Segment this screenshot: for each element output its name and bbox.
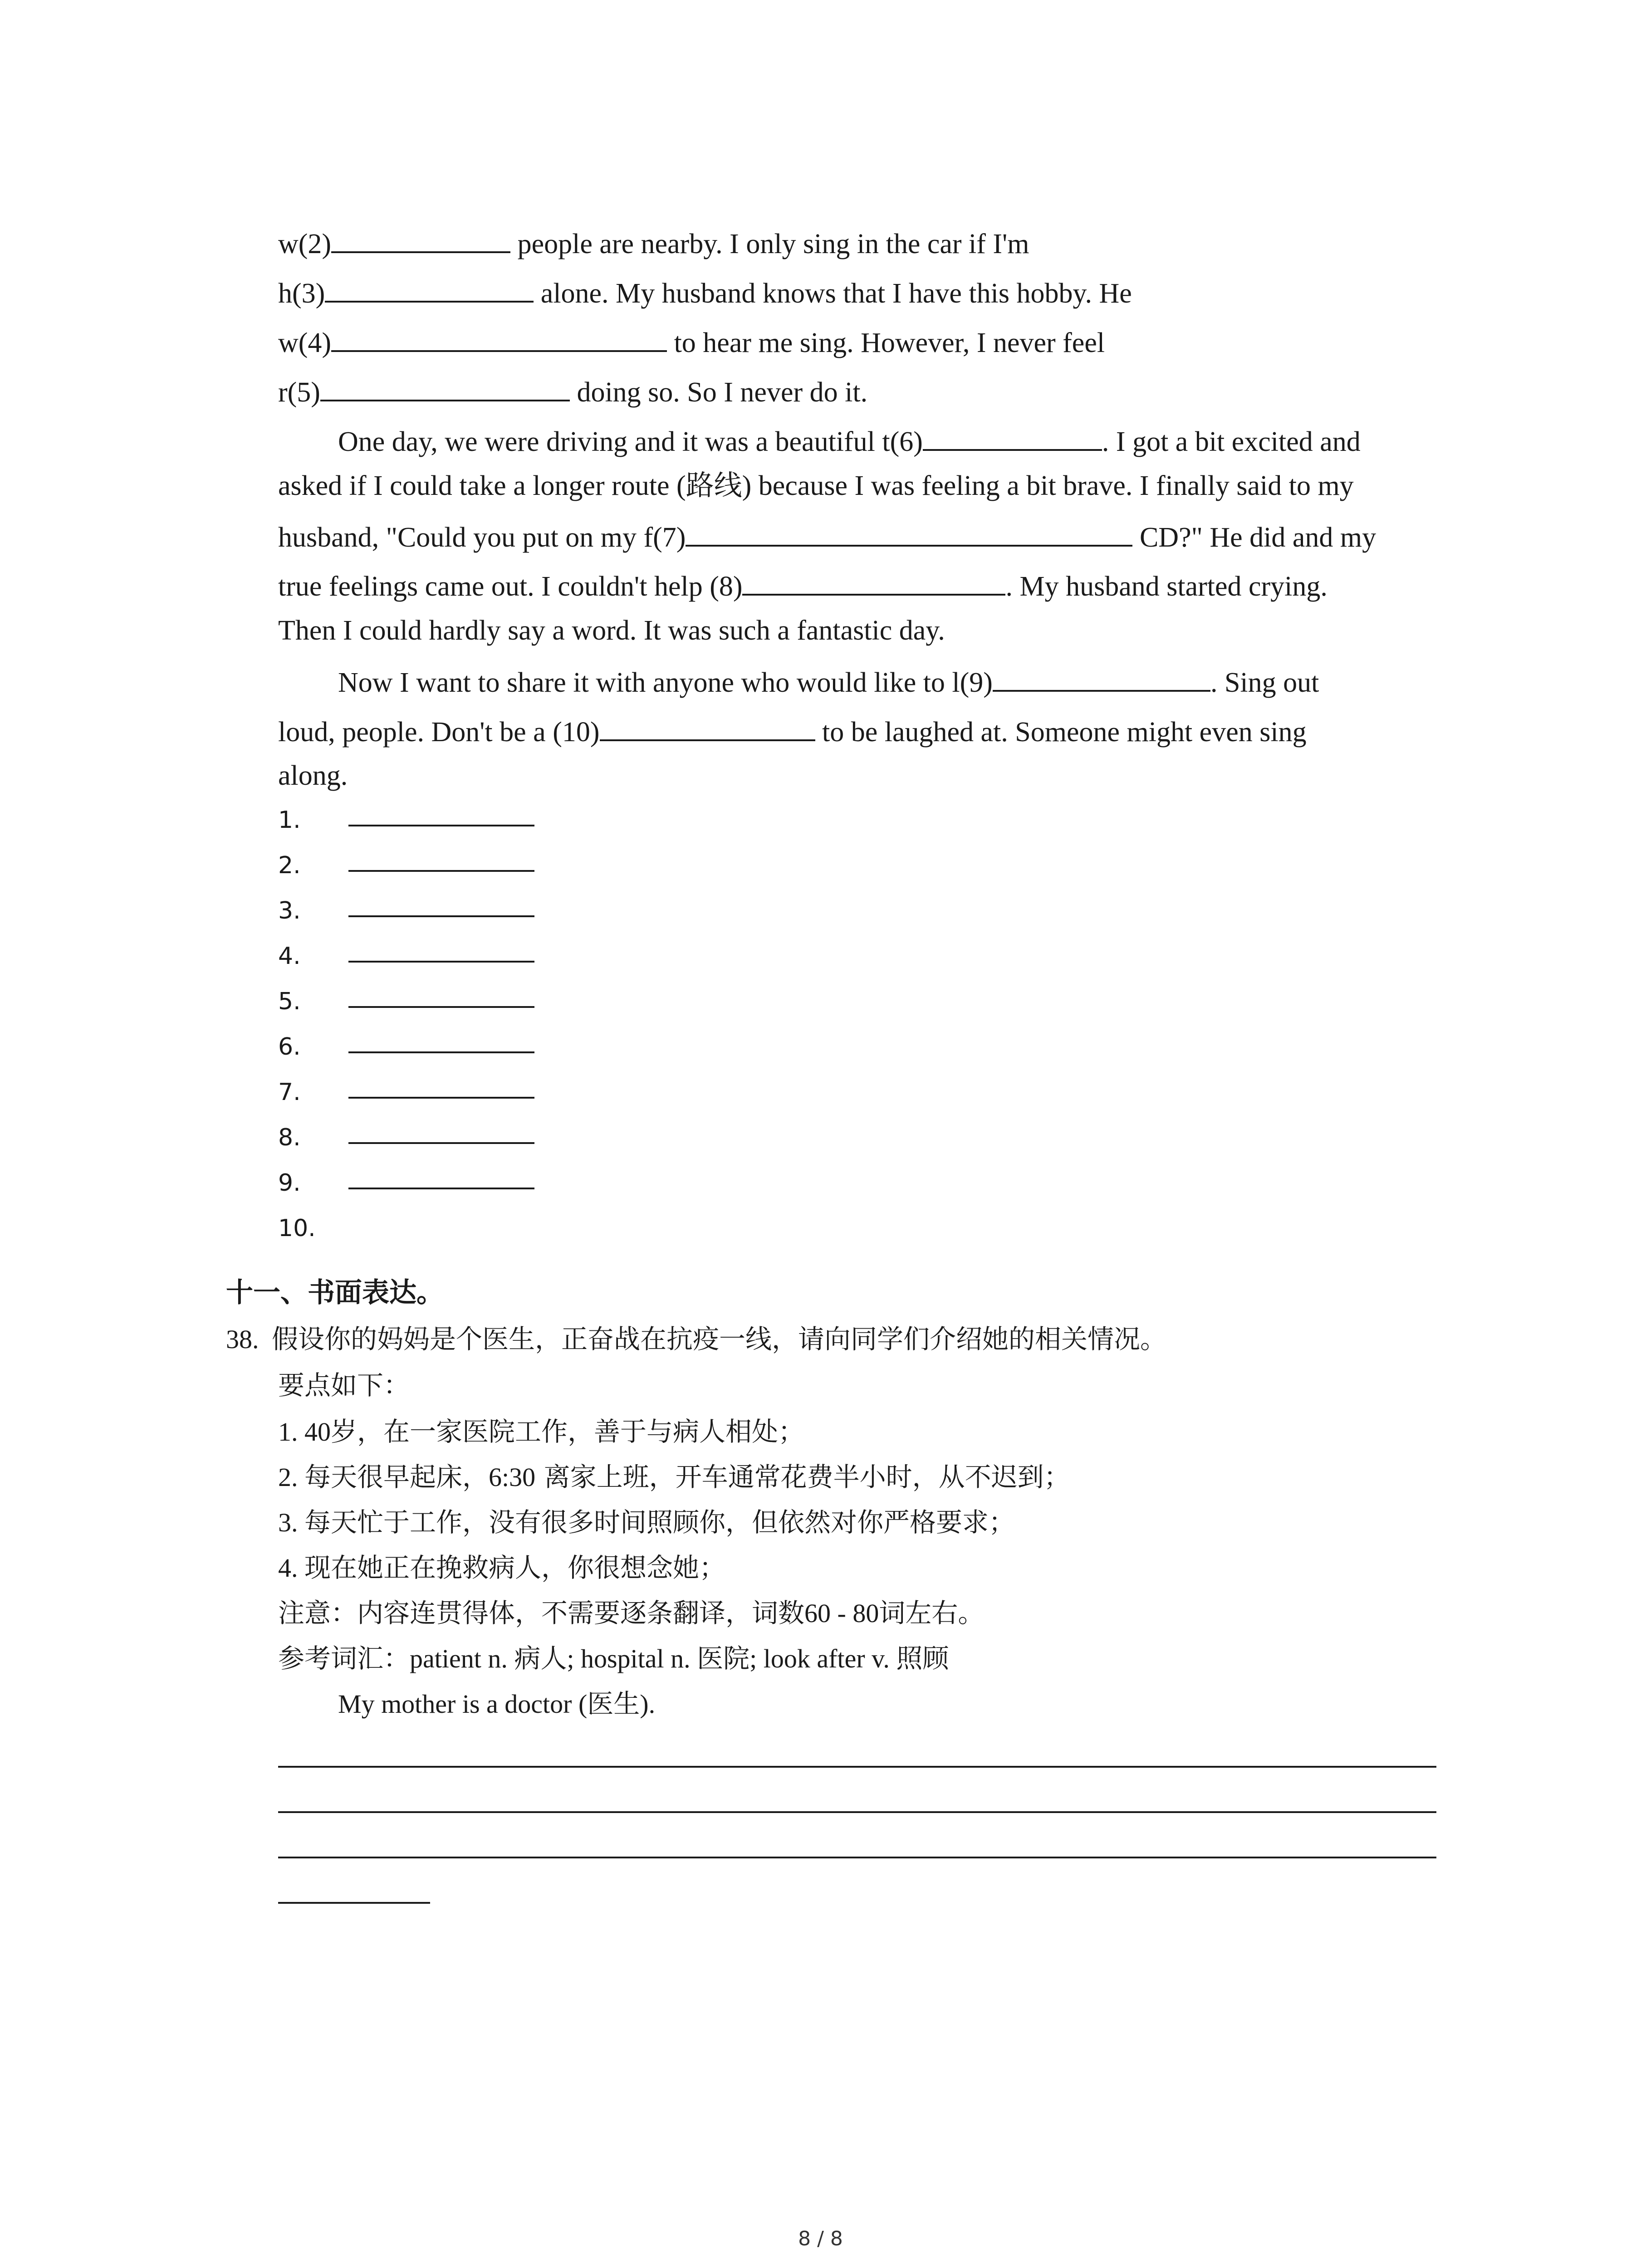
blank-2[interactable] (331, 223, 510, 253)
answer-line-1[interactable] (348, 825, 534, 826)
points-title: 要点如下： (278, 1370, 410, 1401)
blank-8[interactable] (742, 566, 1005, 596)
question-38: 38. 假设你的妈妈是个医生，正奋战在抗疫一线，请向同学们介绍她的相关情况。 (226, 1324, 1167, 1354)
passage-line-5: One day, we were driving and it was a beautiful t(6) . I got a bit excited and (338, 421, 1361, 460)
note-line: 注意：内容连贯得体，不需要逐条翻译，词数60 - 80词左右。 (278, 1598, 985, 1628)
answer-line-8[interactable] (348, 1142, 534, 1144)
vocab-line: 参考词汇：patient n. 病人; hospital n. 医院; look after v. 照顾 (278, 1643, 949, 1674)
page-number: 8 / 8 (798, 2227, 843, 2250)
answer-line-6[interactable] (348, 1051, 534, 1053)
answer-line-2[interactable] (348, 870, 534, 872)
answer-line-5[interactable] (348, 1006, 534, 1008)
passage-line-11: loud, people. Don't be a (10) to be laughed at. Someone might even sing (278, 711, 1307, 750)
blank-10[interactable] (600, 711, 815, 741)
writing-line-3[interactable] (278, 1857, 1436, 1858)
answer-line-4[interactable] (348, 961, 534, 963)
passage-line-3: w(4) to hear me sing. However, I never feel (278, 322, 1105, 361)
answer-line-9[interactable] (348, 1188, 534, 1189)
blank-5[interactable] (320, 371, 570, 401)
passage-line-2: h(3) alone. My husband knows that I have this hobby. He (278, 273, 1132, 312)
document-page: w(2) people are nearby. I only sing in the car if I'm h(3) alone. My husband knows that I have this hobby. He w(4) to hear me sing. However, I never feel r(5) doing so. So I never do it. One day, we were driving and it was a beautiful t(6) . I got a bit excited and asked if I could take a longer route (路线) because I was feeling a bit brave. I finally said to my husband, "Could you put on my f(7) CD?" He did and my true feelings came out. I couldn't help (8) . My husband started crying. Then I could hardly say a word. It was such a fantastic day. Now I want to share it with anyone who would like to l(9) . Sing out loud, people. Don't be a (10) to be laughed at. Someone might even sing along. 1. 2. 3. 4. 5. 6. 7. 8. 9. 10. 十一、书面表达。 38. 假设你的妈妈是个医生，正奋战在抗疫一线，请向同学们介绍她的相关情况。 要点如下： 1. 40岁，在一家医院工作，善于与病人相处； 2. 每天很早起床，6:30 离家上班，开车通常花费半小时，从不迟到； 3. 每天忙于工作，没有很多时间照顾你，但依然对你严格要求； 4. 现在她正在挽救病人，你很想念她； 注意：内容连贯得体，不需要逐条翻译，词数60 - 80词左右。 参考词汇：patient n. 病人; hospital n. 医院; look after v. 照顾 My mother is a doctor (医生). 8 / 8 (0, 0, 1641, 2268)
point-4: 4. 现在她正在挽救病人，你很想念她； (278, 1552, 726, 1583)
blank-9[interactable] (993, 662, 1210, 692)
answer-line-3[interactable] (348, 915, 534, 917)
blank-6[interactable] (923, 421, 1102, 451)
blank-4[interactable] (331, 322, 667, 352)
passage-line-10: Now I want to share it with anyone who would like to l(9) . Sing out (338, 662, 1319, 701)
writing-line-4[interactable] (278, 1902, 430, 1904)
point-3: 3. 每天忙于工作，没有很多时间照顾你，但依然对你严格要求； (278, 1507, 1015, 1538)
passage-line-4: r(5) doing so. So I never do it. (278, 371, 867, 411)
answer-line-7[interactable] (348, 1097, 534, 1099)
question-number: 38. (226, 1325, 259, 1354)
starter-sentence: My mother is a doctor (医生). (338, 1688, 656, 1719)
passage-line-1: w(2) people are nearby. I only sing in the car if I'm (278, 223, 1029, 262)
point-2: 2. 每天很早起床，6:30 离家上班，开车通常花费半小时，从不迟到； (278, 1461, 1070, 1492)
blank-7[interactable] (686, 517, 1132, 547)
blank-3[interactable] (325, 273, 534, 303)
passage-line-7: husband, "Could you put on my f(7) CD?" He did and my (278, 517, 1376, 556)
passage-line-6: asked if I could take a longer route (路线) because I was feeling a bit brave. I finally said to my (278, 469, 1354, 502)
point-1: 1. 40岁，在一家医院工作，善于与病人相处； (278, 1416, 805, 1447)
passage-line-8: true feelings came out. I couldn't help (8) . My husband started crying. (278, 566, 1327, 605)
passage-line-12: along. (278, 760, 348, 791)
writing-line-1[interactable] (278, 1766, 1436, 1768)
writing-line-2[interactable] (278, 1811, 1436, 1813)
section-heading: 十一、书面表达。 (226, 1277, 444, 1309)
passage-line-9: Then I could hardly say a word. It was such a fantastic day. (278, 615, 945, 646)
